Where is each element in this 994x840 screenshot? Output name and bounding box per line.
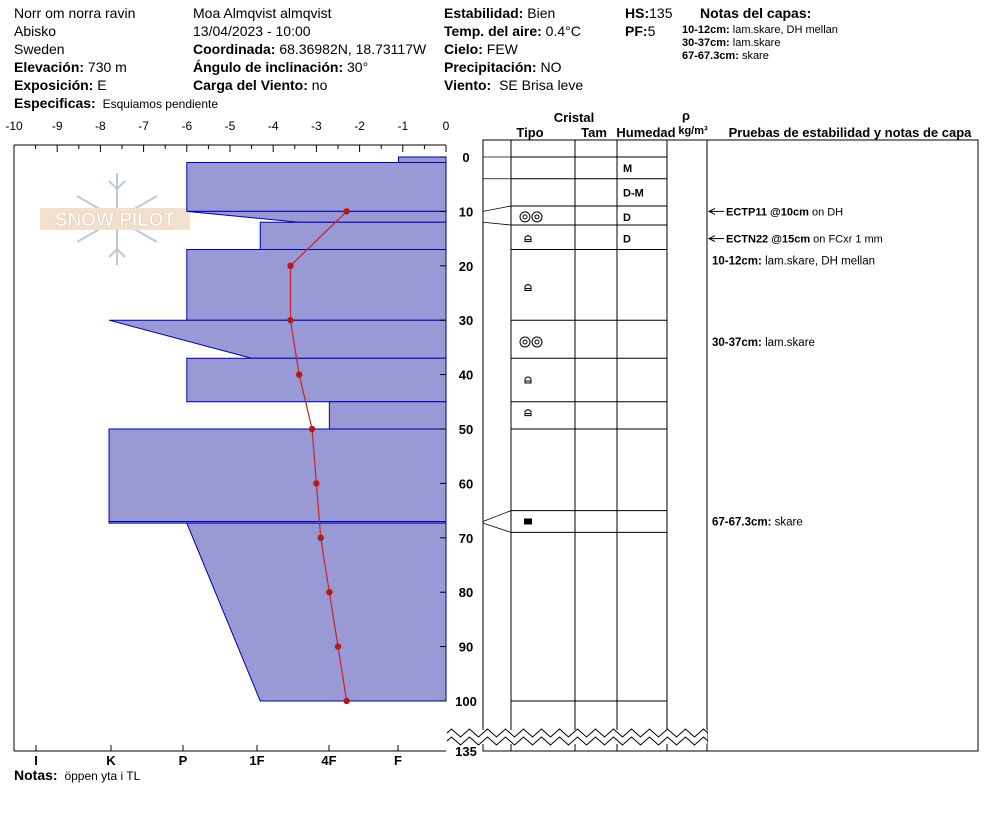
notes-value: öppen yta i TL [64, 769, 141, 783]
hardness-layer [109, 429, 446, 521]
air-temp-label: Temp. del aire: [444, 23, 542, 39]
moisture-header: Humedad [616, 125, 676, 140]
hardness-tick-label: I [34, 753, 38, 768]
temp-tick-label: -9 [51, 119, 63, 133]
hardness-layer [109, 320, 446, 358]
layer-comment: 10-12cm: lam.skare, DH mellan [712, 255, 875, 268]
wind-value: SE Brisa leve [499, 77, 584, 93]
notes-label: Notas: [14, 767, 58, 783]
depth-tick-label: 0 [462, 150, 470, 165]
layer-comment: 67-67.3cm: skare [712, 516, 803, 529]
crust-icon [524, 518, 532, 524]
layer-note-depth: 30-37cm: [682, 37, 730, 49]
depth-tick-label: 135 [455, 744, 477, 759]
temp-tick-label: -10 [5, 119, 23, 133]
depth-tick-label: 10 [458, 204, 474, 220]
layer-notes-title: Notas del capas: [700, 5, 812, 21]
hardness-layer [398, 157, 446, 162]
stability-value: Bien [527, 5, 556, 21]
temperature-point [313, 480, 319, 486]
rounded-grain-icon [523, 215, 527, 219]
specifics-value: Esquiamos pendiente [102, 97, 219, 111]
moisture-label: D [623, 233, 631, 246]
moisture-label: M [623, 162, 633, 175]
layer-table [447, 140, 978, 751]
temperature-point [287, 317, 293, 323]
hardness-layer [187, 523, 446, 701]
temperature-point [287, 263, 293, 269]
temperature-point [309, 426, 315, 432]
temp-tick-label: -7 [138, 119, 149, 133]
slope-label: Ángulo de inclinación: [193, 59, 344, 75]
stability-test: ECTN22 @15cm on FCxr 1 mm [726, 233, 883, 246]
crystal-header: Cristal [553, 110, 595, 125]
moisture-label: D-M [623, 187, 644, 200]
observation-datetime: 13/04/2023 - 10:00 [193, 23, 311, 39]
rounded-grain-icon [532, 212, 542, 222]
hardness-layer [187, 249, 446, 320]
temp-tick-label: -1 [397, 119, 409, 133]
hardness-layer [260, 222, 446, 249]
hardness-tick-label: F [394, 753, 402, 768]
specifics-label: Especificas: [14, 95, 96, 111]
temperature-point [343, 698, 349, 704]
depth-connector-line [483, 523, 511, 532]
tests-header: Pruebas de estabilidad y notas de capa [728, 125, 972, 140]
depth-tick-label: 70 [458, 530, 474, 546]
rho-header: ρ [681, 108, 691, 123]
depth-connector-line [483, 206, 511, 211]
layer-note-text: lam.skare, DH mellan [732, 24, 838, 36]
table-frame [483, 140, 978, 751]
density-unit-header: kg/m³ [678, 125, 708, 137]
sky-value: FEW [486, 41, 518, 57]
coordinate-value: 68.36982N, 18.73117W [279, 41, 427, 57]
temperature-point [296, 371, 302, 377]
temp-tick-label: -6 [181, 119, 193, 133]
slope-value: 30° [347, 59, 369, 75]
temp-tick-label: 0 [442, 119, 450, 133]
temperature-point [318, 535, 324, 541]
temp-tick-label: -8 [95, 119, 106, 133]
rounded-grain-icon [535, 340, 539, 344]
coordinate-label: Coordinada: [193, 41, 276, 57]
type-header: Tipo [516, 125, 544, 140]
layer-note-depth: 10-12cm: [682, 24, 730, 36]
elevation-value: 730 m [87, 59, 127, 75]
temp-tick-label: -3 [311, 119, 322, 133]
depth-tick-label: 100 [455, 694, 477, 709]
pf-label: PF: [625, 23, 648, 39]
depth-tick-label: 20 [458, 258, 474, 274]
layer-comment: 30-37cm: lam.skare [712, 336, 815, 349]
snowpilot-watermark [40, 173, 190, 265]
precip-value: NO [540, 59, 562, 75]
region-name: Abisko [14, 23, 57, 39]
wind-label: Viento: [444, 77, 492, 93]
layer-note-text: lam.skare [732, 37, 781, 49]
hs-value: 135 [649, 5, 673, 21]
precip-label: Precipitación: [444, 59, 537, 75]
rounded-grain-icon [520, 337, 530, 347]
notes-row [14, 766, 140, 785]
size-header: Tam [581, 125, 607, 140]
moisture-label: D [623, 211, 631, 224]
wind-load-label: Carga del Viento: [193, 77, 308, 93]
faceted-grain-icon [525, 236, 531, 242]
hardness-tick-label: P [178, 753, 188, 768]
temperature-point [326, 589, 332, 595]
hardness-tick-label: K [106, 753, 116, 768]
air-temp-value: 0.4°C [545, 23, 581, 39]
temperature-point [335, 643, 341, 649]
depth-tick-label: 30 [458, 313, 474, 329]
depth-tick-label: 50 [458, 422, 474, 437]
rounded-grain-icon [535, 215, 539, 219]
stability-label: Estabilidad: [444, 5, 524, 21]
hardness-layer [187, 358, 446, 402]
temperature-point [343, 208, 349, 214]
rounded-grain-icon [523, 340, 527, 344]
hardness-layer [329, 402, 446, 429]
depth-connector-line [483, 222, 511, 225]
depth-tick-label: 80 [458, 585, 474, 601]
wind-load-value: no [311, 77, 328, 93]
elevation-label: Elevación: [14, 59, 85, 75]
faceted-grain-icon [525, 410, 531, 416]
hardness-layer [187, 162, 446, 211]
temp-tick-label: -5 [224, 119, 236, 133]
depth-connector-line [483, 511, 511, 522]
layer-note-text: skare [741, 50, 769, 62]
hardness-tick-label: 4F [321, 753, 337, 768]
rounded-grain-icon [532, 337, 542, 347]
sky-label: Cielo: [444, 41, 483, 57]
aspect-value: E [97, 77, 107, 93]
rounded-grain-icon [520, 212, 530, 222]
temp-tick-label: -2 [354, 119, 365, 133]
country-name: Sweden [14, 41, 65, 57]
layer-note-depth: 67-67.3cm: [682, 50, 739, 62]
hardness-layer [187, 211, 446, 222]
hardness-tick-label: 1F [249, 753, 265, 768]
observer-name: Moa Almqvist almqvist [193, 5, 332, 21]
hardness-profile [109, 157, 446, 701]
watermark-text: SNOW PILOT [54, 210, 176, 231]
hs-label: HS: [625, 5, 650, 21]
stability-test: ECTP11 @10cm on DH [726, 206, 844, 219]
aspect-label: Exposición: [14, 77, 94, 93]
temp-tick-label: -4 [267, 119, 279, 133]
pf-value: 5 [647, 23, 656, 39]
faceted-grain-icon [525, 285, 531, 291]
depth-tick-label: 90 [458, 639, 474, 655]
depth-tick-label: 40 [458, 367, 474, 383]
faceted-grain-icon [525, 377, 531, 383]
location-name: Norr om norra ravin [14, 5, 136, 21]
depth-tick-label: 60 [458, 476, 474, 492]
